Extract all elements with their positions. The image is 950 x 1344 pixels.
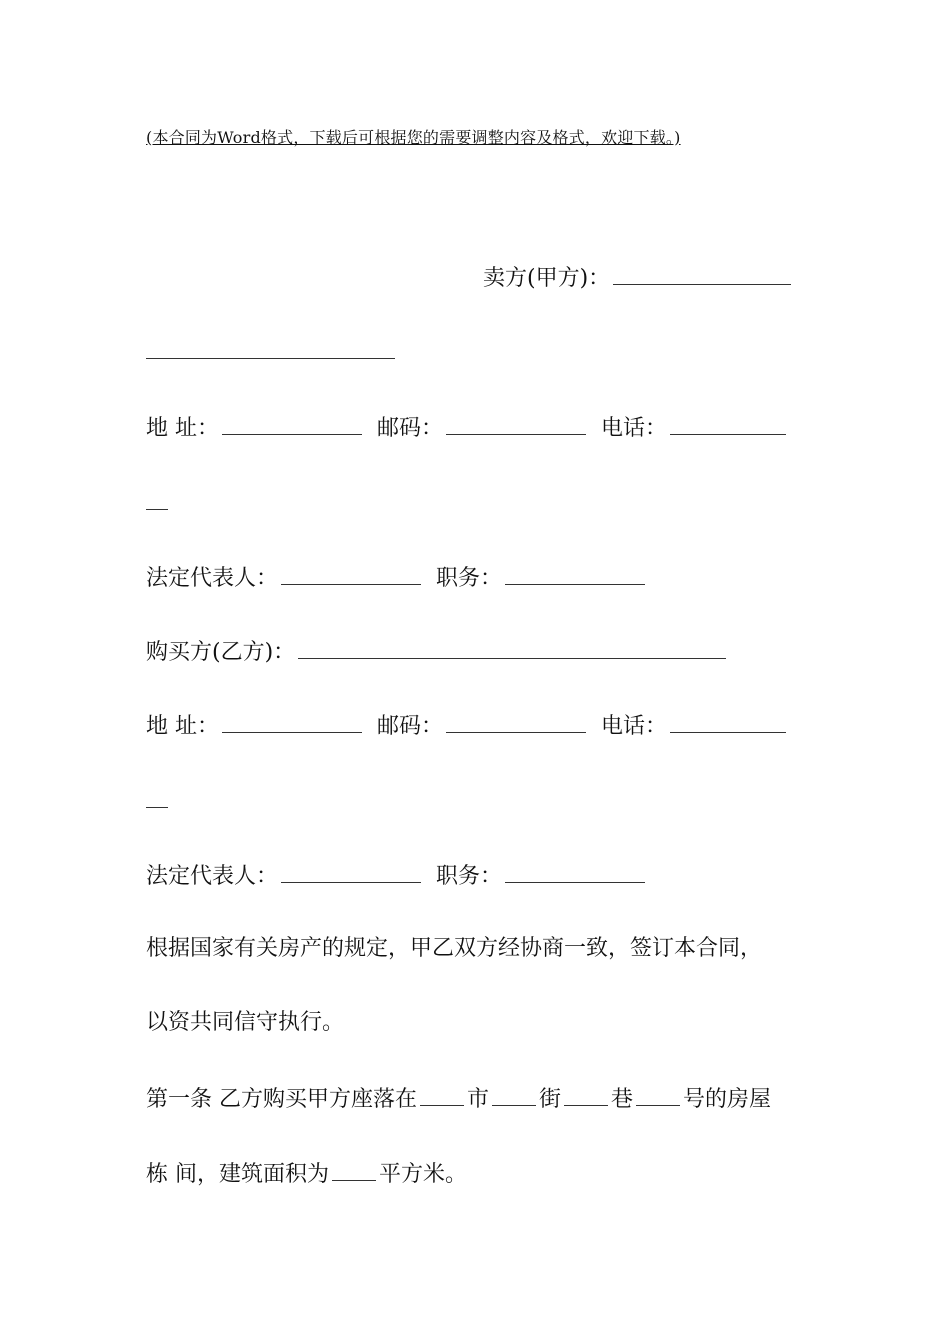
buyer-address-line bbox=[146, 710, 789, 742]
lane-blank bbox=[564, 1083, 608, 1106]
seller-rep-label: 法定代表人： bbox=[146, 566, 279, 591]
format-notice: (本合同为Word格式，下载后可根据您的需要调整内容及格式，欢迎下载。) bbox=[146, 128, 681, 147]
buyer-label: 购买方(乙方)： bbox=[146, 640, 296, 665]
seller-phone-label: 电话： bbox=[601, 416, 668, 441]
area-blank bbox=[332, 1158, 376, 1181]
buyer-rep-line bbox=[146, 860, 648, 892]
article-1-line-2-prefix: 栋 间，建筑面积为 bbox=[146, 1162, 329, 1187]
buyer-phone-blank bbox=[670, 710, 786, 733]
buyer-rep-label: 法定代表人： bbox=[146, 864, 279, 889]
seller-postcode-label: 邮码： bbox=[377, 416, 444, 441]
lane-label: 巷 bbox=[611, 1087, 634, 1112]
seller-rep-blank bbox=[281, 562, 421, 585]
article-1-prefix: 第一条 乙方购买甲方座落在 bbox=[146, 1087, 417, 1112]
buyer-position-label: 职务： bbox=[436, 864, 503, 889]
seller-position-blank bbox=[505, 562, 645, 585]
number-label: 号的房屋 bbox=[683, 1087, 772, 1112]
seller-phone-blank bbox=[670, 412, 786, 435]
buyer-postcode-label: 邮码： bbox=[377, 714, 444, 739]
seller-rep-line bbox=[146, 562, 648, 594]
buyer-postcode-blank bbox=[446, 710, 586, 733]
buyer-rep-blank bbox=[281, 860, 421, 883]
seller-name-blank-continued bbox=[146, 358, 395, 359]
buyer-name-blank bbox=[298, 636, 726, 659]
seller-phone-blank-continued bbox=[146, 509, 168, 510]
seller-address-blank bbox=[222, 412, 362, 435]
preamble-line-1: 根据国家有关房产的规定，甲乙双方经协商一致，签订本合同， bbox=[146, 936, 763, 961]
buyer-line bbox=[146, 636, 729, 668]
preamble-line-2: 以资共同信守执行。 bbox=[146, 1010, 345, 1035]
article-1-line-1 bbox=[146, 1083, 771, 1115]
city-label: 市 bbox=[467, 1087, 490, 1112]
seller-postcode-blank bbox=[446, 412, 586, 435]
seller-address-line bbox=[146, 412, 789, 444]
seller-name-blank bbox=[613, 262, 791, 285]
number-blank bbox=[636, 1083, 680, 1106]
article-1-line-2 bbox=[146, 1158, 467, 1190]
street-label: 街 bbox=[539, 1087, 562, 1112]
seller-label: 卖方(甲方)： bbox=[483, 266, 611, 291]
seller-position-label: 职务： bbox=[436, 566, 503, 591]
buyer-phone-blank-continued bbox=[146, 807, 168, 808]
city-blank bbox=[420, 1083, 464, 1106]
article-1-line-2-suffix: 平方米。 bbox=[379, 1162, 468, 1187]
buyer-phone-label: 电话： bbox=[601, 714, 668, 739]
street-blank bbox=[492, 1083, 536, 1106]
buyer-address-label: 地 址： bbox=[146, 714, 219, 739]
seller-line bbox=[483, 262, 794, 294]
seller-address-label: 地 址： bbox=[146, 416, 219, 441]
buyer-address-blank bbox=[222, 710, 362, 733]
buyer-position-blank bbox=[505, 860, 645, 883]
